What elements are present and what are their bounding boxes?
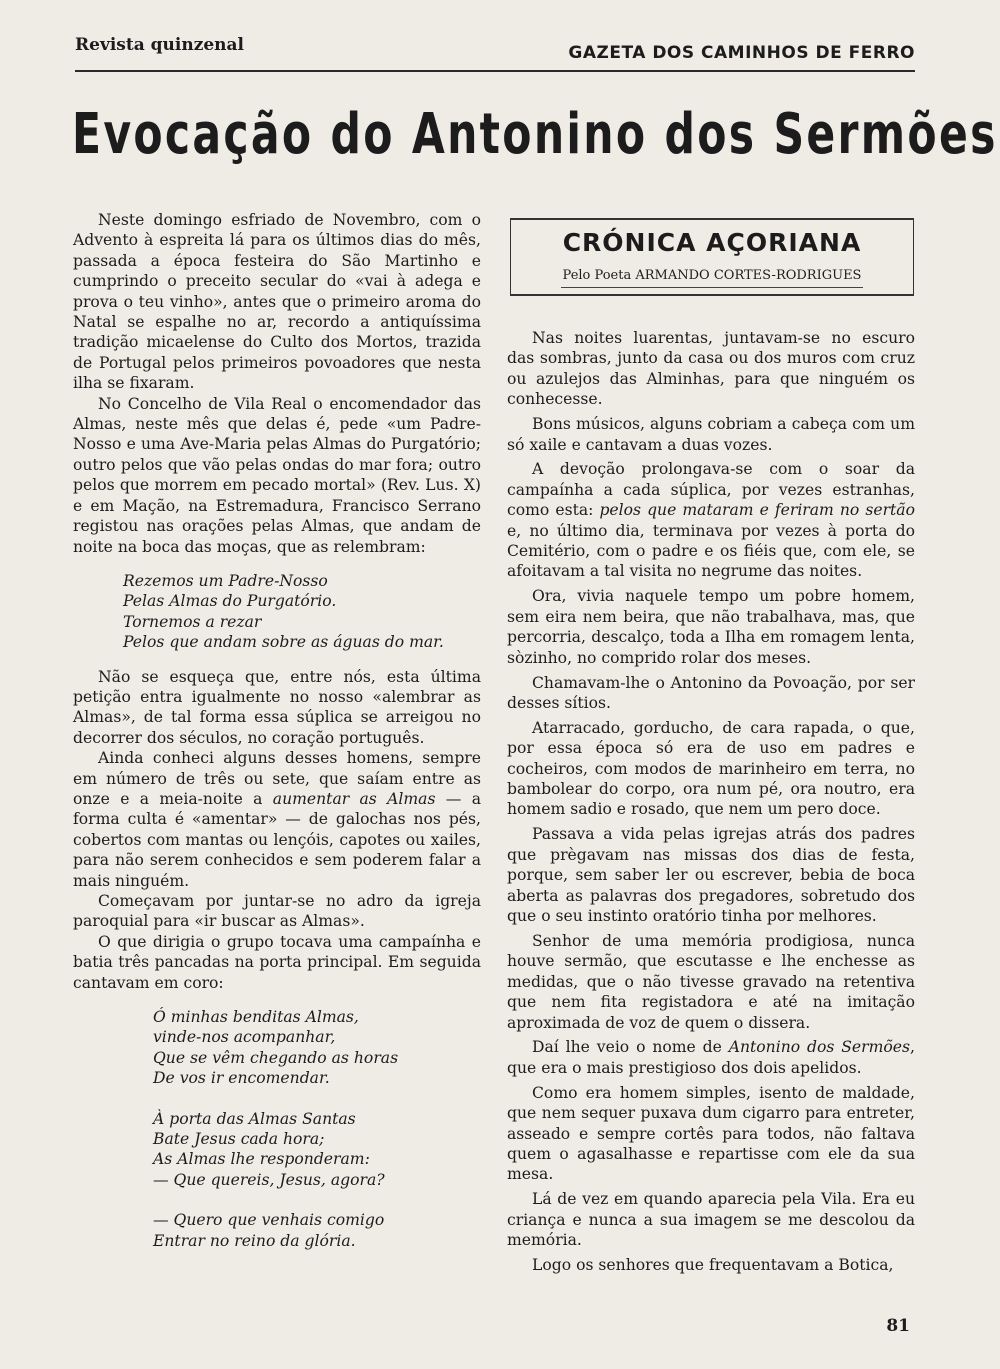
- paragraph: Logo os senhores que frequentavam a Botica,: [532, 1255, 894, 1274]
- page-number: 81: [886, 1316, 910, 1336]
- paragraph: Atarracado, gorducho, de cara rapada, o que, por essa época só era de uso em padres e cocheiros, com modos de marinheiro em terra, no bambolear do corpo, ora num pé, ora noutro, era homem sadio e rosado, que nem um pero doce.: [507, 718, 915, 819]
- paragraph: O que dirigia o grupo tocava uma campaínha e batia três pancadas na porta principal. Em seguida cantavam em coro:: [73, 932, 481, 992]
- paragraph: Bons músicos, alguns cobriam a cabeça com um só xaile e cantavam a duas vozes.: [507, 415, 915, 454]
- verse-line: Pelos que andam sobre as águas do mar.: [123, 633, 444, 652]
- text-run: , que era o mais prestigioso dos dois apelidos.: [507, 1038, 915, 1077]
- verse-line: Pelas Almas do Purgatório.: [123, 592, 337, 611]
- article-title: Evocação do Antonino dos Sermões: [72, 102, 998, 167]
- paragraph: [73, 748, 481, 891]
- paragraph: Nas noites luarentas, juntavam-se no escuro das sombras, junto da casa ou dos muros com cruz ou azulejos das Alminhas, para que ninguém os conhecesse.: [507, 329, 915, 409]
- verse-gap: [153, 1089, 481, 1109]
- column-heading-title: CRÓNICA AÇORIANA: [562, 228, 862, 257]
- left-column: [73, 210, 481, 1265]
- text-run: Daí lhe veio o nome de: [532, 1038, 729, 1057]
- paragraph: Passava a vida pelas igrejas atrás dos padres que prègavam nas missas dos dias de festa, porque, sem saber ler ou escrever, bebia de boca aberta as palavras dos pregadores, sobretudo dos que o seu instinto oratório tinha por melhores.: [507, 825, 915, 925]
- byline-author: ARMANDO CORTES-RODRIGUES: [635, 268, 862, 283]
- verse-line: Bate Jesus cada hora;: [153, 1130, 325, 1149]
- verse-line: Entrar no reino da glória.: [153, 1231, 356, 1250]
- column-byline: [511, 268, 913, 283]
- byline-prefix: Pelo Poeta: [562, 268, 632, 283]
- paragraph: Senhor de uma memória prodigiosa, nunca houve sermão, que escutasse e lhe enchesse as medidas, que o não tivesse gravado na retentiva que nem fita registadora e até na imitação aproximada de voz de quem o dissera.: [507, 931, 915, 1032]
- verse-line: De vos ir encomendar.: [153, 1069, 330, 1088]
- byline-underline: [561, 287, 863, 288]
- verse-block: [153, 1007, 481, 1251]
- paragraph: Não se esqueça que, entre nós, esta última petição entra igualmente no nosso «alembrar as Almas», de tal forma essa súplica se arreigou no decorrer dos séculos, no coração português.: [73, 667, 481, 747]
- paragraph: No Concelho de Vila Real o encomendador das Almas, neste mês que delas é, pede «um Padre-Nosso e uma Ave-Maria pelas Almas do Purgatório; outro pelos que vão pelas ondas do mar fora; outro pelos que morrem em pecado mortal» (Rev. Lus. X) e em Mação, na Estremadura, Francisco Serrano registou nas orações pelas Almas, que andam de noite na boca das moças, que as relembram:: [73, 394, 481, 556]
- paragraph: Como era homem simples, isento de maldade, que nem sequer puxava dum cigarro para entreter, asseado e sempre cortês para todos, não faltava quem o agasalhasse e repartisse com ele da sua mesa.: [507, 1083, 915, 1184]
- verse-line: Que se vêm chegando as horas: [153, 1048, 399, 1067]
- header-magazine-name: GAZETA DOS CAMINHOS DE FERRO: [568, 43, 915, 63]
- verse-line: As Almas lhe responderam:: [153, 1150, 370, 1169]
- verse-line: Rezemos um Padre-Nosso: [123, 571, 328, 590]
- text-run: e, no último dia, terminava por vezes à porta do Cemitério, com o padre e os fiéis que, com ele, se afoitavam a tal visita no negrume das noites.: [507, 521, 915, 581]
- text-run: Ainda conheci alguns desses homens, sempre em número de três ou sete, que saíam entre as onze e a meia-noite a: [73, 749, 481, 808]
- paragraph: Chamavam-lhe o Antonino da Povoação, por ser desses sítios.: [507, 673, 915, 712]
- verse-line: Tornemos a rezar: [123, 612, 262, 631]
- verse-line: — Que quereis, Jesus, agora?: [153, 1170, 385, 1189]
- paragraph: [507, 1037, 915, 1078]
- header-publication-frequency: Revista quinzenal: [75, 35, 245, 55]
- emphasis-text: aumentar as Almas: [272, 789, 436, 808]
- paragraph: Ora, vivia naquele tempo um pobre homem, sem eira nem beira, que não trabalhava, mas, que percorria, descalço, toda a Ilha em romagem lenta, sòzinho, no comprido rolar dos meses.: [507, 587, 915, 667]
- paragraph: [507, 459, 915, 581]
- header-divider: [75, 70, 915, 72]
- verse-line: vinde-nos acompanhar,: [153, 1028, 336, 1047]
- right-column: [507, 328, 915, 1280]
- verse-line: Ó minhas benditas Almas,: [153, 1008, 359, 1027]
- verse-line: À porta das Almas Santas: [153, 1109, 356, 1128]
- column-heading-box: [510, 218, 914, 296]
- verse-block: [123, 571, 481, 653]
- verse-line: — Quero que venhais comigo: [153, 1211, 385, 1230]
- text-run: A devoção prolongava-se com o soar da campaínha a cada súplica, por vezes estranhas, como esta:: [507, 460, 915, 520]
- verse-gap: [153, 1190, 481, 1210]
- paragraph: Neste domingo esfriado de Novembro, com o Advento à espreita lá para os últimos dias do mês, passada a época festeira do São Martinho e cumprindo o preceito secular do «vai à adega e prova o teu vinho», antes que o primeiro aroma do Natal se espalhe no ar, recordo a antiquíssima tradição micaelense do Culto dos Mortos, trazida de Portugal pelos primeiros povoadores que nesta ilha se fixaram.: [73, 211, 481, 393]
- paragraph: Lá de vez em quando aparecia pela Vila. Era eu criança e nunca a sua imagem se me descolou da memória.: [507, 1190, 915, 1250]
- emphasis-text: pelos que mataram e feriram no sertão: [599, 501, 915, 520]
- text-run: — a forma culta é «amentar» — de galochas nos pés, cobertos com mantas ou lençóis, capotes ou xailes, para não serem conhecidos e sem poderem falar a mais ninguém.: [73, 789, 481, 890]
- emphasis-text: Antonino dos Sermões: [728, 1038, 911, 1057]
- paragraph: Começavam por juntar-se no adro da igreja paroquial para «ir buscar as Almas».: [73, 892, 481, 931]
